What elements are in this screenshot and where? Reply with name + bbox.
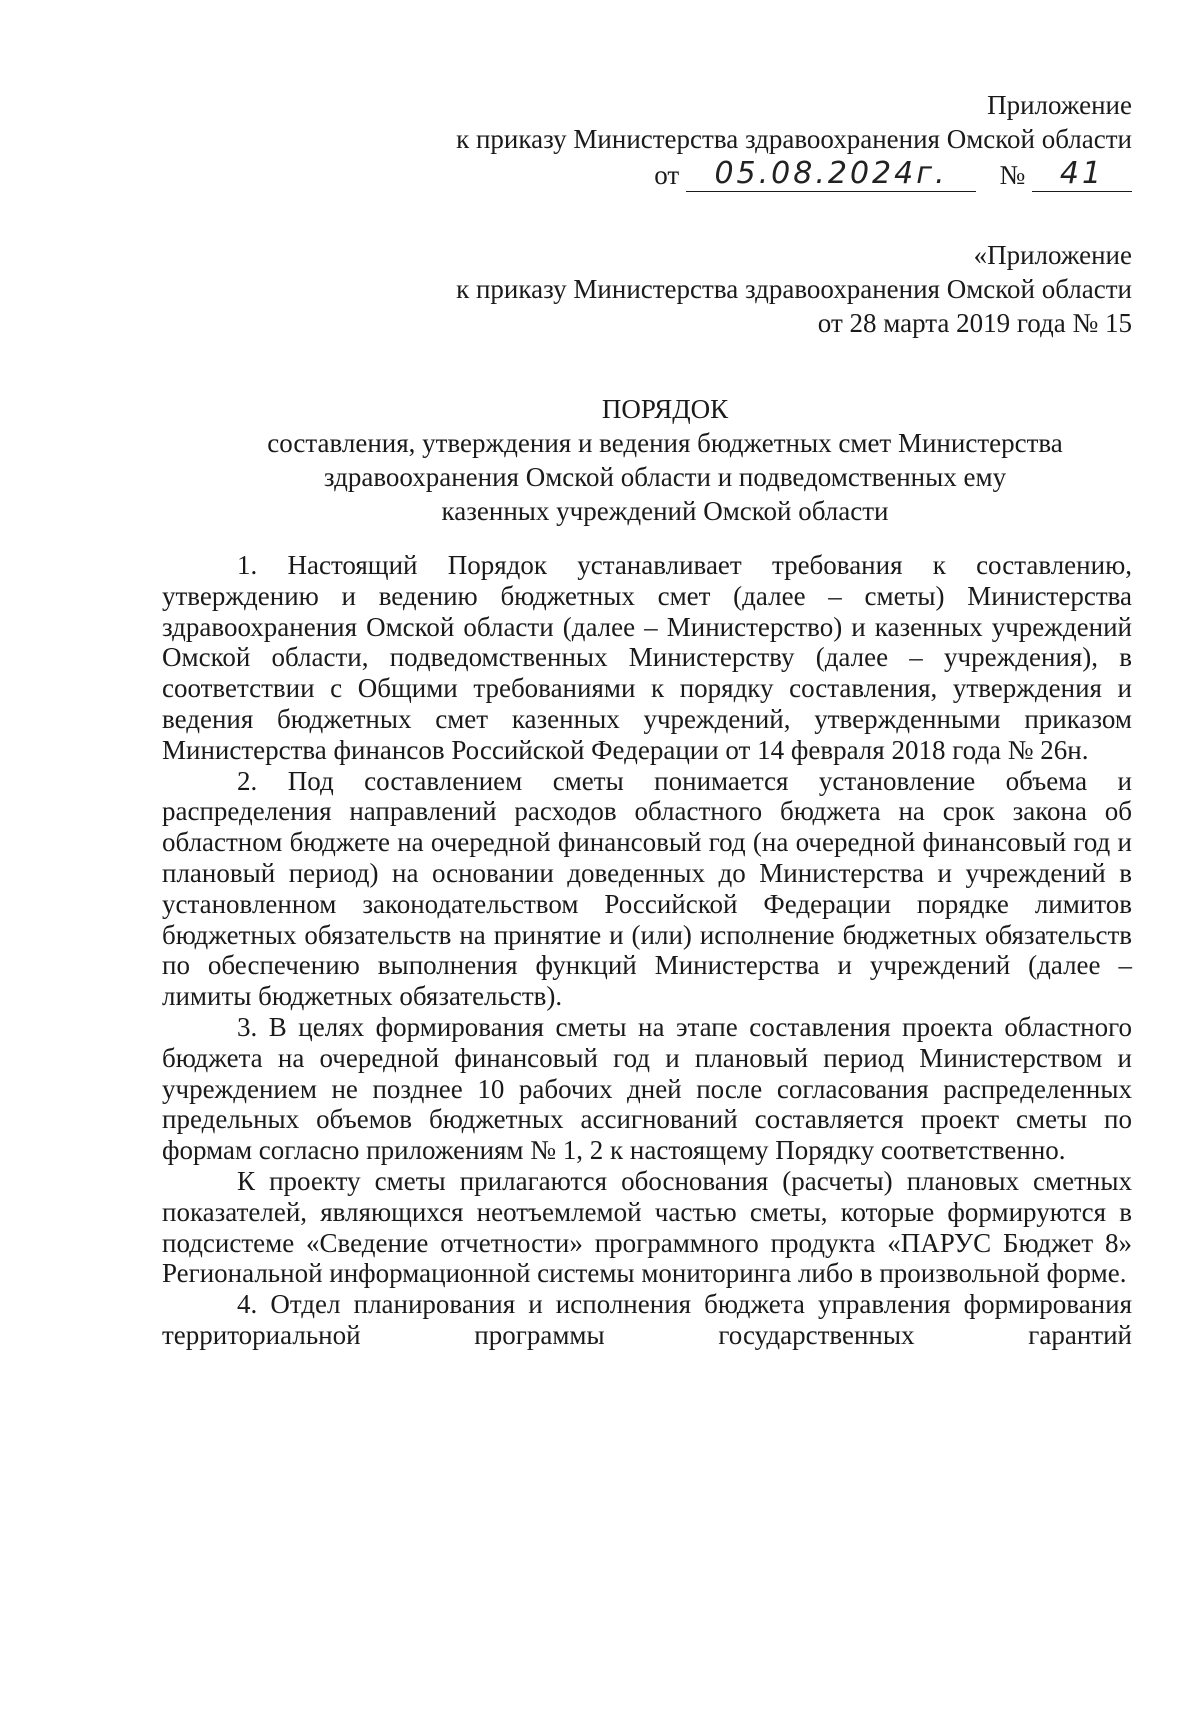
date-field <box>686 156 976 192</box>
appendix-label: Приложение <box>987 90 1132 120</box>
paragraph-2: 2. Под составлением сметы понимается установление объема и распределения направлений расходов областного бюджета на срок закона об областном бюджете на очередной финансовый год (на очередной финансовый год и плановый период) на основании доведенных до Министерства и учреждений в установленном законодательством Российской Федерации порядке лимитов бюджетных обязательств на принятие и (или) исполнение бюджетных обязательств по обеспечению выполнения функций Министерства и учреждений (далее – лимиты бюджетных обязательств). <box>162 765 1132 1012</box>
paragraph-3: 3. В целях формирования сметы на этапе составления проекта областного бюджета на очередной финансовый год и плановый период Министерством и учреждением не позднее 10 рабочих дней после согласования распределенных предельных объемов бюджетных ассигнований составляется проект сметы по формам согласно приложениям № 1, 2 к настоящему Порядку соответственно. <box>162 1011 1132 1166</box>
annex-label: «Приложение <box>973 240 1132 270</box>
paragraph-1: 1. Настоящий Порядок устанавливает требования к составлению, утверждению и ведению бюджетных смет (далее – сметы) Министерства здравоохранения Омской области (далее – Министерство) и казенных учреждений Омской области, подведомственных Министерству (далее – учреждения), в соответствии с Общими требованиями к порядку составления, утверждения и ведения бюджетных смет казенных учреждений, утвержденными приказом Министерства финансов Российской Федерации от 14 февраля 2018 года № 26н. <box>162 550 1132 765</box>
paragraph-5: 4. Отдел планирования и исполнения бюджета управления формирования территориальной программы государственных гарантий <box>162 1289 1132 1350</box>
title-heading: ПОРЯДОК <box>601 394 729 424</box>
handwritten-number: 41 <box>1059 156 1105 191</box>
order-date-number-line <box>456 158 1132 192</box>
number-field <box>1032 156 1132 192</box>
document-body <box>162 550 1132 1351</box>
annex-header <box>456 238 1132 340</box>
handwritten-date: 05.08.2024г. <box>714 156 948 191</box>
order-header <box>456 88 1132 192</box>
title-subline-3: казенных учреждений Омской области <box>441 496 889 526</box>
annex-order-date: от 28 марта 2019 года № 15 <box>817 308 1132 338</box>
order-reference: к приказу Министерства здравоохранения Омской области <box>456 124 1132 154</box>
number-label: № <box>999 160 1026 190</box>
annex-order-reference: к приказу Министерства здравоохранения Омской области <box>456 274 1132 304</box>
title-subline-2: здравоохранения Омской области и подведомственных ему <box>323 462 1007 492</box>
from-label: от <box>654 160 680 190</box>
title-subline-1: составления, утверждения и ведения бюджетных смет Министерства <box>267 428 1063 458</box>
document-title <box>130 392 1200 528</box>
paragraph-4: К проекту сметы прилагаются обоснования (расчеты) плановых сметных показателей, являющихся неотъемлемой частью сметы, которые формируются в подсистеме «Сведение отчетности» программного продукта «ПАРУС Бюджет 8» Региональной информационной системы мониторинга либо в произвольной форме. <box>162 1165 1132 1289</box>
